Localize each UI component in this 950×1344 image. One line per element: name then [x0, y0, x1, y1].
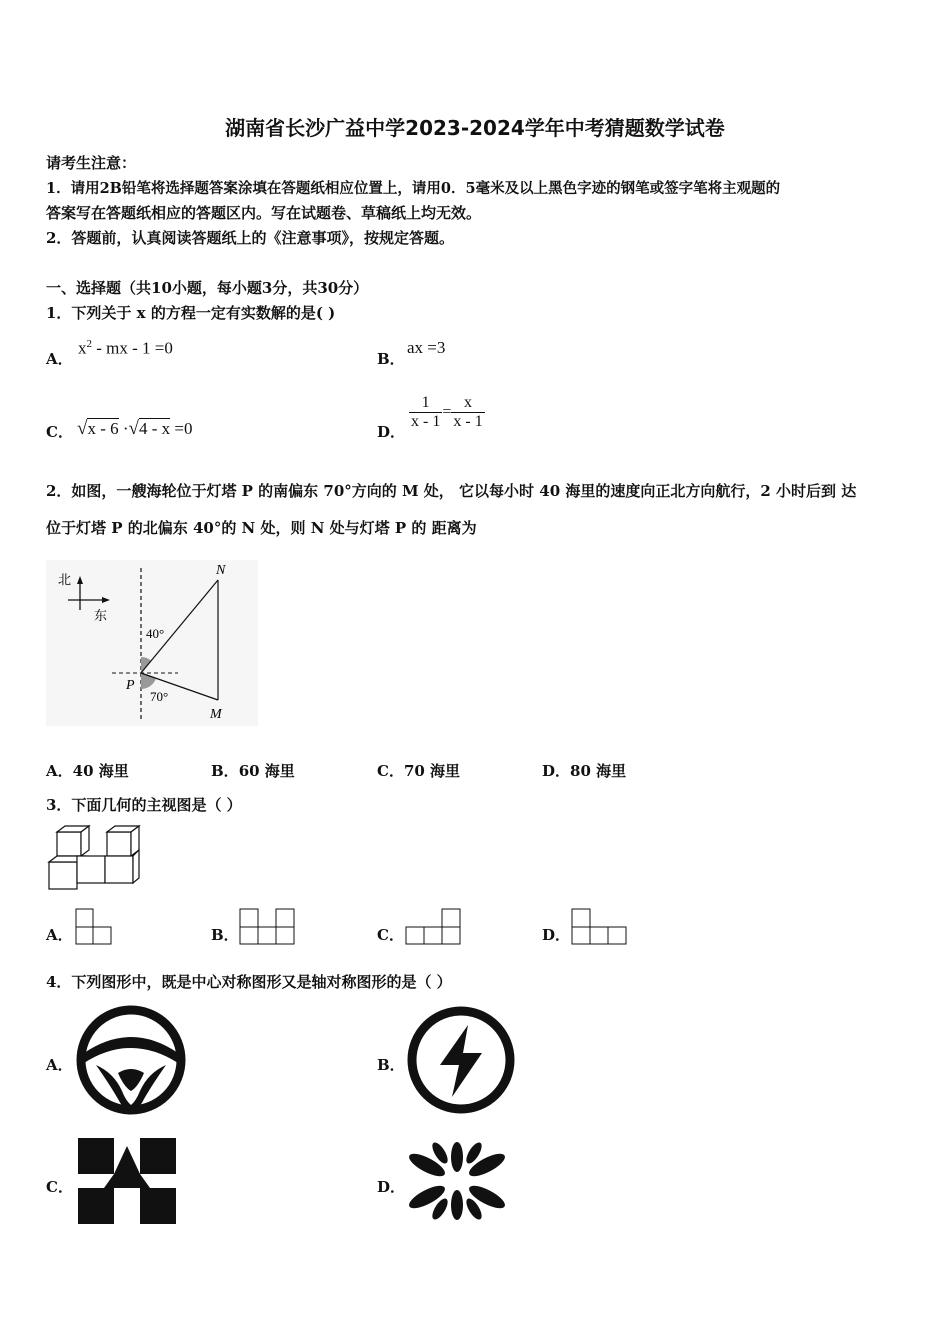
notice-heading: 请考生注意：	[46, 154, 137, 172]
point-m-label: M	[210, 707, 222, 722]
q2-option-c-label: C．	[377, 762, 404, 780]
q3-option-c-view	[405, 908, 463, 946]
q2-stem-line-1: 2．如图，一艘海轮位于灯塔 P 的南偏东 70°方向的 M 处， 它以每小时 40 海里的速度向正北方向航行，2 小时后到 达	[46, 482, 857, 500]
angle-40-label: 40°	[146, 626, 165, 641]
q1-a-base: x	[78, 338, 87, 358]
front-view-c-icon	[406, 909, 460, 944]
q1-c-tail: =0	[170, 419, 193, 438]
q1-c-radicand-1: x - 6	[87, 419, 119, 438]
q4-option-b-figure	[404, 1003, 518, 1117]
q4-option-c-label: C．	[46, 1178, 73, 1196]
front-view-a-icon	[76, 909, 111, 944]
q1-a-rest: - mx - 1 =0	[92, 338, 173, 358]
q1-option-a-label: A．	[46, 350, 73, 368]
q1-option-c-label: C．	[46, 423, 73, 441]
q1-d-num-2: x	[451, 394, 484, 413]
q1-option-a-expr	[78, 338, 173, 359]
angle-70-label: 70°	[150, 689, 169, 704]
q1-c-radicand-2: 4 - x	[138, 419, 171, 438]
q1-a-exponent: 2	[86, 338, 92, 350]
q3-option-d-view	[571, 908, 629, 946]
q1-d-num-1: 1	[409, 394, 442, 413]
cube-stack-icon	[49, 826, 139, 889]
q2-stem-line-2: 位于灯塔 P 的北偏东 40°的 N 处，则 N 处与灯塔 P 的 距离为	[46, 519, 477, 537]
compass-north-label: 北	[58, 572, 72, 587]
section-heading: 一、选择题（共10小题，每小题3分，共30分）	[46, 279, 369, 297]
q3-option-c-label: C．	[377, 926, 404, 944]
notice-line-1a: 1．请用2B铅笔将选择题答案涂填在答题纸相应位置上，请用0．5毫米及以上黑色字迹的钢笔或签字笔将主观题的	[46, 180, 781, 197]
q1-option-d-expr	[409, 394, 485, 431]
q2-option-c	[377, 760, 460, 781]
q2-option-d-label: D．	[542, 762, 571, 780]
q4-option-b-label: B．	[377, 1056, 405, 1074]
q2-option-a-label: A．	[46, 762, 73, 780]
q3-option-a-view	[75, 908, 113, 946]
q3-option-b-view	[239, 908, 297, 946]
q2-option-a-text: 40 海里	[72, 762, 129, 780]
q4-option-c-figure	[76, 1136, 178, 1226]
point-p-label: P	[126, 678, 135, 693]
point-n-label: N	[216, 563, 226, 578]
q2-option-d	[542, 760, 626, 781]
petal-flower-icon	[406, 1140, 508, 1222]
q2-option-b-text: 60 海里	[238, 762, 295, 780]
q2-option-b	[211, 760, 295, 781]
q3-option-d-label: D．	[542, 926, 571, 944]
q2-option-c-text: 70 海里	[403, 762, 461, 780]
q1-option-b-label: B．	[377, 350, 405, 368]
q3-option-b-label: B．	[211, 926, 239, 944]
q2-option-d-text: 80 海里	[570, 762, 627, 780]
q1-option-c-expr: √x - 6 ·√4 - x =0	[77, 418, 193, 439]
q2-lighthouse-figure	[46, 560, 258, 726]
q4-option-d-figure	[404, 1136, 510, 1226]
q3-option-a-label: A．	[46, 926, 73, 944]
q4-option-d-label: D．	[377, 1178, 406, 1196]
q4-stem: 4．下列图形中，既是中心对称图形又是轴对称图形的是（ ）	[46, 973, 452, 991]
q1-stem: 1．下列关于 x 的方程一定有实数解的是( )	[46, 304, 336, 322]
q1-option-d-label: D．	[377, 423, 406, 441]
checkered-triangle-icon	[78, 1138, 176, 1224]
q1-d-den-1: x - 1	[411, 413, 441, 430]
q3-cube-solid-figure	[45, 824, 141, 892]
notice-line-2: 2．答题前，认真阅读答题纸上的《注意事项》，按规定答题。	[46, 229, 454, 247]
front-view-b-icon	[240, 909, 294, 944]
leaf-circle-emblem-icon	[81, 1010, 181, 1111]
q1-c-dot: ·	[122, 419, 129, 438]
page-title: 湖南省长沙广益中学2023-2024学年中考猜题数学试卷	[225, 116, 725, 140]
compass-east-label: 东	[94, 608, 108, 623]
front-view-d-icon	[572, 909, 626, 944]
q1-d-den-2: x - 1	[453, 413, 483, 430]
lightning-bolt-circle-icon	[412, 1011, 510, 1109]
q2-option-a	[46, 760, 129, 781]
notice-line-1b: 答案写在答题纸相应的答题区内。写在试题卷、草稿纸上均无效。	[46, 204, 482, 222]
q1-option-b-expr: ax =3	[407, 338, 446, 357]
q4-option-a-figure	[74, 1003, 188, 1117]
q4-option-a-label: A．	[46, 1056, 73, 1074]
q1-d-equals: =	[442, 403, 452, 421]
q2-option-b-label: B．	[211, 762, 239, 780]
q3-stem: 3．下面几何的主视图是（ ）	[46, 796, 242, 814]
